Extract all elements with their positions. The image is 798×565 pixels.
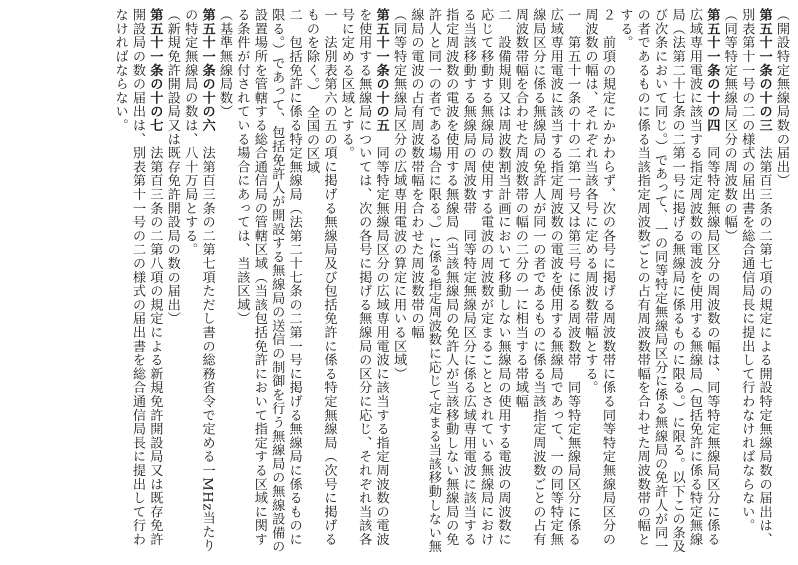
item-paragraph: 二 包括免許に係る特定無線局（法第二十七条の二第一号に掲げる無線局に係るものに限る。）であって、包括免許人が開設する無線局の送信の制御を行う無線局の無線設備の設置場所を管轄する総合通信局の管轄区域（当該包括免許において指定する区域に関する条件が付されている場合にあっては、当該区域） — [234, 8, 302, 554]
caption-heading: （同等特定無線局区分の周波数の幅） — [721, 8, 737, 243]
article-body: 法第百三条の二第七項の規定による開設特定無線局数の届出は、別表第十一号の二の様式の届出書を総合通信局長に提出して行わなければならない。 — [739, 8, 772, 547]
caption-heading: （新規免許開設局又は既存免許開設局の数の届出） — [164, 8, 180, 326]
article-body: 法第百三条の二第七項ただし書の総務省令で定める一MHz当たりの特定無線局の数は、八十万局とする。 — [182, 8, 215, 553]
article-body: 同等特定無線局区分の周波数の幅は、同等特定無線局区分に係る広域専用電波に該当する指定周波数の電波を使用する無線局（包括免許に係る特定無線局（法第二十七条の二第一号に掲げる無線局に係るものに限る。）に限る。以下この条及び次条において同じ。）であって、一の同等特定無線局区分に係る無線局の免許人が同一の者であるものに係る当該指定周波数ごとの占有周波数帯幅を合わせた周波数帯の幅とする。 — [617, 8, 720, 554]
caption-heading: （基準無線局数） — [217, 8, 232, 119]
item-paragraph: 二 設備規則又は周波数割当計画において移動しない無線局の使用する電波の周波数に応じて移動する無線局の使用する電波の周波数が定まることとされている無線局における当該移動する無線局の周波数帯 同等特定無線局区分に係る広域専用電波に該当する指定周波数の電波を使用する無線局（当該無線局の免許人が当該移動しない無線局の免許人と同一の者である場合に限る。）に係る指定周波数に応じて定まる当該移動しない無線局の電波の占有周波数帯幅を合わせた周波数帯の幅 — [408, 8, 511, 554]
article-number: 第五十一条の十の三 — [756, 8, 772, 133]
article-number: 第五十一条の十の四 — [704, 8, 720, 133]
article-paragraph — [738, 8, 773, 557]
caption-heading: （同等特定無線局区分の広域専用電波の算定に用いる区域） — [391, 8, 407, 381]
article-paragraph — [181, 8, 216, 557]
article-body: 法第百三条の二第八項の規定による新規免許開設局又は既存免許開設局の数の届出は、別表第十一号の二の様式の届出書を総合通信局長に提出して行わなければならない。 — [112, 8, 163, 547]
article-number: 第五十一条の十の五 — [373, 8, 389, 133]
item-paragraph: 一 法別表第六の五の項に掲げる無線局及び包括免許に係る特定無線局（次号に掲げるものを除く。） 全国の区域 — [304, 8, 337, 547]
article-paragraph — [616, 8, 720, 557]
clause-paragraph: ２ 前項の規定にかかわらず、次の各号に掲げる周波数帯に係る同等特定無線局区分の周波数の幅は、それぞれ当該各号に定める周波数帯幅とする。 — [582, 8, 615, 547]
article-paragraph — [111, 8, 163, 557]
caption-heading: （開設特定無線局数の届出） — [774, 8, 789, 188]
article-number: 第五十一条の十の六 — [199, 8, 215, 133]
article-number: 第五十一条の十の七 — [147, 8, 163, 133]
article-paragraph — [337, 8, 389, 557]
vertical-text-column — [8, 8, 790, 557]
article-body: 同等特定無線局区分の広域専用電波に該当する指定周波数の電波を使用する無線局については、次の各号に掲げる無線局の区分に応じ、それぞれ当該各号に定める区域とする。 — [338, 8, 389, 547]
item-paragraph: 一 第五十一条の十の二第一号又は第三号に係る周波数帯 同等特定無線局区分に係る広域専用電波に該当する指定周波数の電波を使用する無線局であって、一の同等特定無線局区分に係る無線局の免許人が同一の者であるものに係る当該指定周波数ごとの占有周波数帯幅を合わせた周波数帯の幅の二分の一に相当する帯域幅 — [512, 8, 581, 547]
